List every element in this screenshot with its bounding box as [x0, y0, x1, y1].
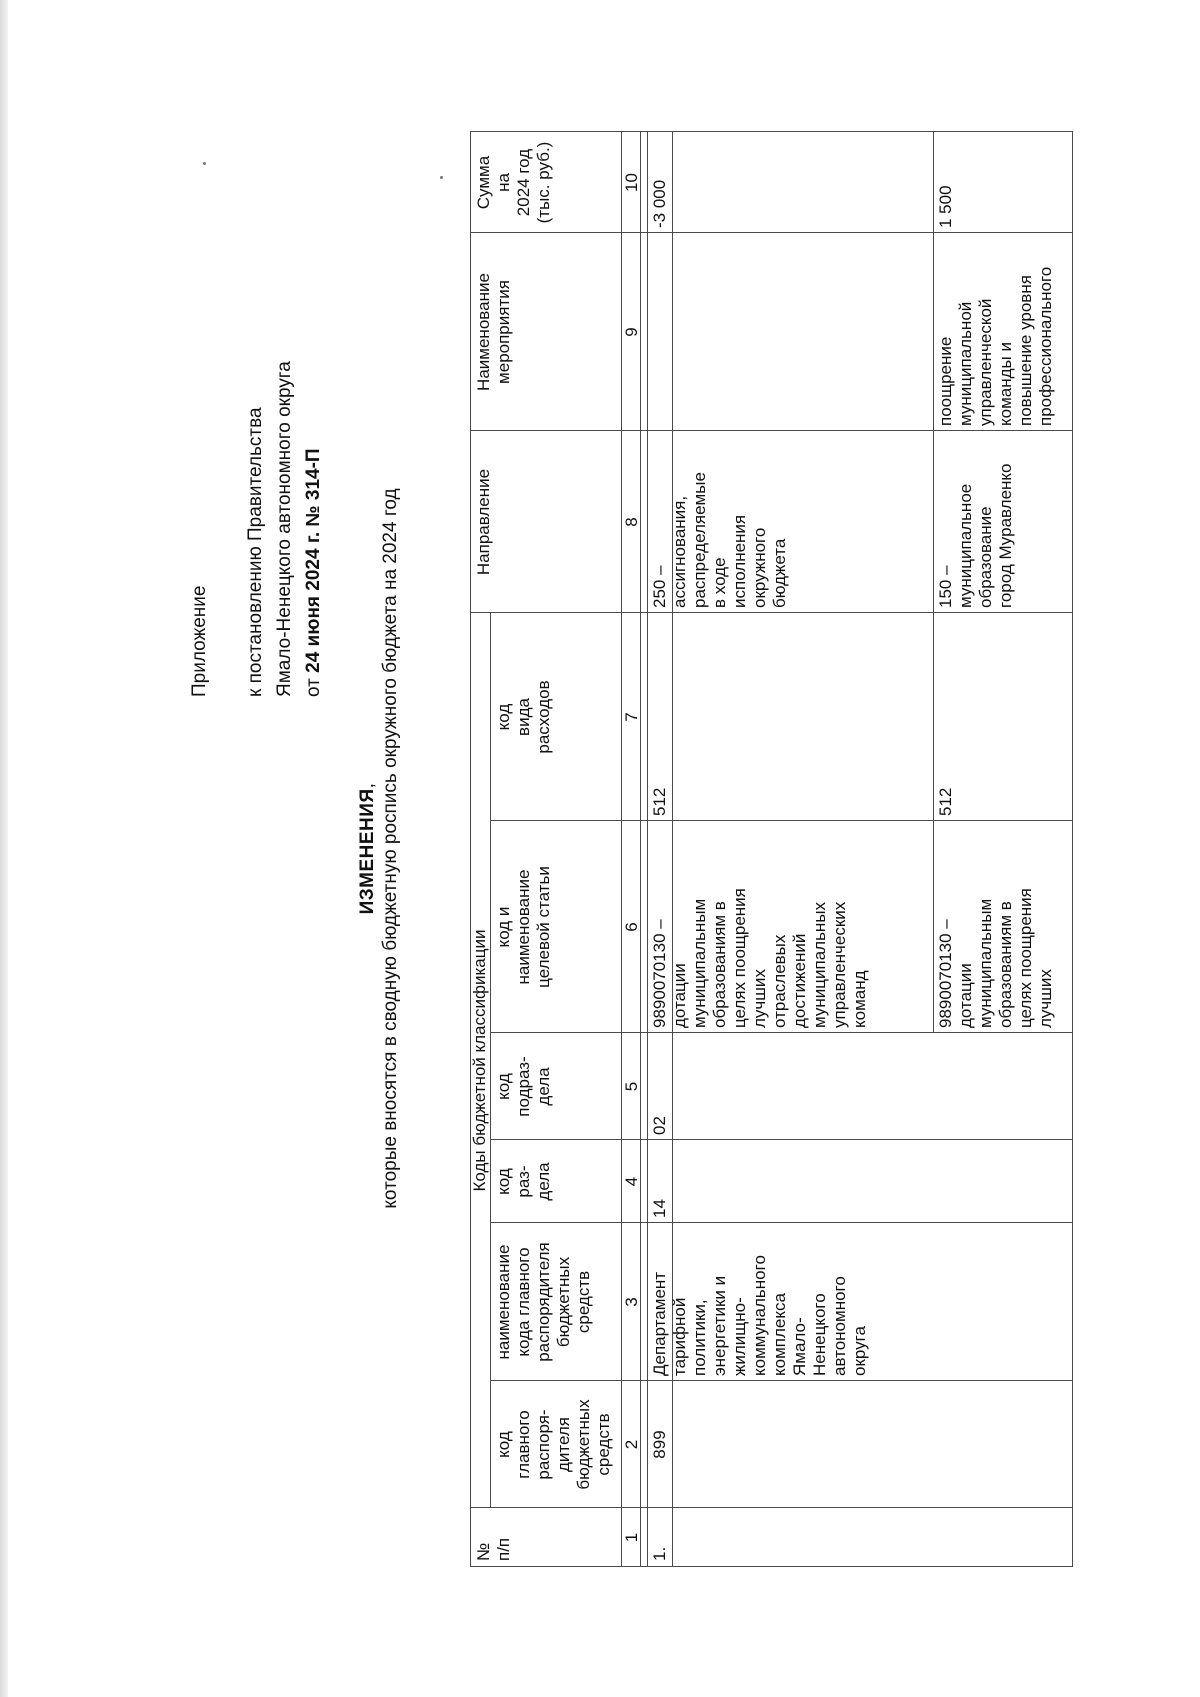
col-header-expense: код вида расходов	[494, 680, 553, 754]
col-header-subsection: код подраз- дела	[494, 1056, 553, 1117]
col-header-section: код раз- дела	[494, 1162, 553, 1201]
title-text: ИЗМЕНЕНИЯ	[357, 788, 378, 915]
col-header-num: № п/п	[474, 1537, 513, 1561]
changes-table	[470, 132, 1073, 1567]
col-number: 1	[622, 1532, 641, 1543]
appendix-line-3	[299, 361, 328, 697]
table-border	[490, 1139, 1073, 1140]
appendix-from: от	[303, 678, 324, 697]
col-header-amount: Сумма на 2024 год (тыс. руб.)	[474, 141, 553, 224]
col-number: 9	[622, 327, 641, 337]
col-header-target: код и наименование целевой статьи	[494, 866, 553, 988]
col-number: 6	[622, 922, 641, 932]
table-border	[470, 232, 1073, 233]
target-article-b: 9890070130 – дотации муниципальным образованиям в целях поощрения лучших	[936, 888, 1055, 1028]
appendix-line-1: к постановлению Правительства	[245, 407, 266, 697]
event-b: поощрение муниципальной управленческой команды и повышение уровня профессионального	[936, 266, 1055, 426]
col-number: 7	[622, 712, 641, 722]
section-code: 14	[650, 1199, 669, 1218]
table-border	[470, 131, 1073, 132]
row-num: 1.	[650, 1546, 669, 1561]
table-border	[490, 613, 491, 1508]
document-title	[357, 0, 379, 1697]
col-number: 2	[622, 1439, 641, 1450]
target-article-a: 9890070130 – дотации муниципальным образованиям в целях поощрения лучших отраслевых достижений муниципальных управленческих команд	[650, 888, 869, 1028]
col-header-grbs-name: наименование кода главного распорядителя бюджетных средств	[494, 1242, 593, 1362]
col-number: 8	[622, 517, 641, 527]
appendix-label: Приложение	[189, 585, 210, 697]
grbs-name: Департамент тарифной политики, энергетики и жилищно- коммунального комплекса Ямало- Ненецкого автономного округа	[650, 1255, 869, 1376]
table-border	[490, 820, 1073, 821]
table-border	[933, 132, 934, 1033]
col-number: 10	[622, 173, 641, 192]
title-comma: ,	[357, 782, 378, 789]
table-border	[470, 430, 1073, 431]
table-border	[470, 612, 1073, 613]
col-number: 3	[622, 1297, 641, 1307]
col-number: 4	[622, 1176, 641, 1187]
appendix-date-number: 24 июня 2024 г. № 314-П	[303, 448, 324, 673]
grbs-code: 899	[650, 1430, 669, 1459]
expense-code-a: 512	[650, 787, 669, 816]
document-subtitle: которые вносятся в сводную бюджетную роспись окружного бюджета на 2024 год	[380, 488, 401, 1209]
table-border	[1072, 132, 1073, 1567]
direction-b: 150 – муниципальное образование город Муравленко	[936, 463, 1015, 608]
subsection-code: 02	[650, 1116, 669, 1135]
col-header-event: Наименование мероприятия	[474, 273, 513, 391]
appendix-block	[185, 361, 328, 697]
group-header: Коды бюджетной классификации	[470, 929, 489, 1192]
table-border	[470, 1566, 1073, 1567]
col-number: 5	[622, 1081, 641, 1092]
table-border	[490, 1032, 1073, 1033]
expense-code-b: 512	[936, 787, 955, 816]
direction-a: 250 – ассигнования, распределяемые в ходе исполнения окружного бюджета	[650, 472, 789, 608]
amount-a: -3 000	[650, 179, 669, 228]
table-border	[647, 132, 648, 1567]
col-header-direction: Направление	[474, 468, 493, 576]
amount-b: 1 500	[936, 185, 955, 228]
col-header-grbs-code: код главного распоря- дителя бюджетных средств	[494, 1399, 613, 1490]
appendix-line-2: Ямало-Ненецкого автономного округа	[274, 361, 295, 697]
